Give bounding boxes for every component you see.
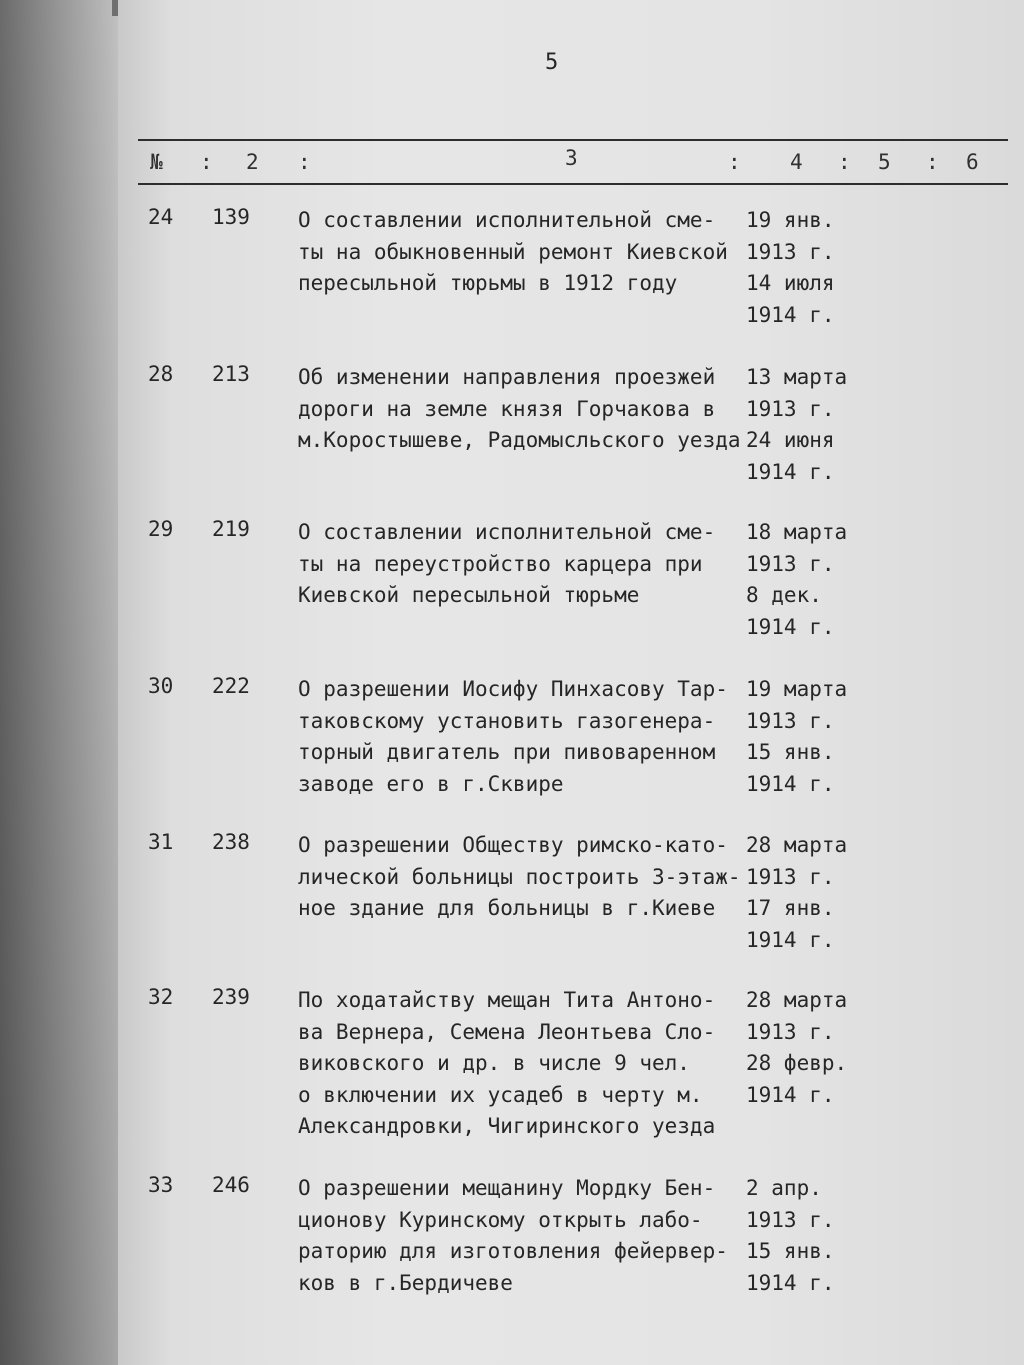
description-line: пересыльной тюрьмы в 1912 году	[298, 271, 678, 295]
row-description	[298, 517, 715, 612]
description-line: О разрешении Обществу римско-като-	[298, 833, 728, 857]
row-description	[298, 205, 728, 300]
start-year: 1913 г.	[746, 708, 835, 733]
file-number: 222	[212, 674, 250, 698]
row-description	[298, 674, 728, 800]
row-number: 33	[148, 1173, 174, 1197]
header-separator: :	[926, 150, 939, 174]
end-year: 1914 г.	[746, 1270, 835, 1295]
start-date: 2 апр.	[746, 1176, 822, 1200]
start-year: 1913 г.	[746, 1019, 835, 1044]
description-line: О составлении исполнительной сме-	[298, 208, 716, 232]
row-dates	[746, 362, 847, 488]
start-year: 1913 г.	[746, 396, 835, 421]
row-dates	[746, 517, 847, 643]
end-date: 17 янв.	[746, 896, 835, 920]
table-header-rule	[138, 183, 1008, 185]
start-year: 1913 г.	[746, 1207, 835, 1232]
header-separator: :	[728, 150, 741, 174]
row-dates	[746, 205, 835, 331]
file-number: 246	[212, 1173, 250, 1197]
description-line: лической больницы построить 3-этаж-	[298, 864, 741, 889]
file-number: 239	[212, 985, 250, 1009]
description-line: ное здание для больницы в г.Киеве	[298, 896, 716, 920]
row-description	[298, 1173, 728, 1299]
description-line: заводе его в г.Сквире	[298, 771, 564, 796]
header-separator: :	[298, 150, 311, 174]
start-date: 19 янв.	[746, 208, 835, 232]
description-line: Об изменении направления проезжей	[298, 365, 716, 389]
row-number: 29	[148, 517, 174, 541]
row-dates	[746, 1173, 835, 1299]
end-date: 8 дек.	[746, 583, 822, 607]
header-col-1: №	[150, 150, 163, 174]
description-line: о включении их усадеб в черту м.	[298, 1082, 703, 1107]
description-line: ты на переустройство карцера при	[298, 551, 703, 576]
description-line: таковскому установить газогенера-	[298, 708, 716, 733]
end-date: 14 июля	[746, 271, 835, 295]
page-number: 5	[545, 50, 559, 75]
file-number: 238	[212, 830, 250, 854]
start-date: 19 марта	[746, 677, 848, 701]
end-year: 1914 г.	[746, 927, 835, 952]
description-line: О разрешении мещанину Мордку Бен-	[298, 1176, 716, 1200]
header-separator: :	[200, 150, 213, 174]
description-line: Александровки, Чигиринского уезда	[298, 1114, 716, 1138]
start-date: 18 марта	[746, 520, 848, 544]
row-number: 28	[148, 362, 174, 386]
header-separator: :	[838, 150, 851, 174]
description-line: ты на обыкновенный ремонт Киевской	[298, 239, 728, 264]
description-line: раторию для изготовления фейервер-	[298, 1239, 728, 1263]
start-year: 1913 г.	[746, 551, 835, 576]
underlying-sheet	[0, 0, 120, 1365]
end-date: 24 июня	[746, 428, 835, 452]
row-dates	[746, 830, 847, 956]
file-number: 213	[212, 362, 250, 386]
header-col-3: 3	[565, 146, 578, 170]
description-line: По ходатайству мещан Тита Антоно-	[298, 988, 716, 1012]
row-dates	[746, 985, 847, 1111]
end-year: 1914 г.	[746, 614, 835, 639]
start-year: 1913 г.	[746, 864, 835, 889]
header-col-5: 5	[878, 150, 891, 174]
description-line: м.Коростышеве, Радомысльского уезда	[298, 428, 741, 452]
end-date: 15 янв.	[746, 1239, 835, 1263]
start-date: 28 марта	[746, 833, 848, 857]
description-line: ционову Куринскому открыть лабо-	[298, 1207, 703, 1232]
row-description	[298, 985, 715, 1143]
row-dates	[746, 674, 847, 800]
end-year: 1914 г.	[746, 302, 835, 327]
description-line: Киевской пересыльной тюрьме	[298, 583, 640, 607]
file-number: 219	[212, 517, 250, 541]
row-number: 30	[148, 674, 174, 698]
row-description	[298, 362, 741, 457]
header-col-6: 6	[966, 150, 979, 174]
start-date: 28 марта	[746, 988, 848, 1012]
end-year: 1914 г.	[746, 1082, 835, 1107]
description-line: ва Вернера, Семена Леонтьева Сло-	[298, 1019, 716, 1044]
row-number: 31	[148, 830, 174, 854]
description-line: О разрешении Иосифу Пинхасову Тар-	[298, 677, 728, 701]
row-number: 32	[148, 985, 174, 1009]
description-line: торный двигатель при пивоваренном	[298, 740, 716, 764]
end-year: 1914 г.	[746, 771, 835, 796]
end-year: 1914 г.	[746, 459, 835, 484]
end-date: 15 янв.	[746, 740, 835, 764]
description-line: ков в г.Бердичеве	[298, 1270, 513, 1295]
table-top-rule	[138, 139, 1008, 141]
description-line: дороги на земле князя Горчакова в	[298, 396, 716, 421]
start-date: 13 марта	[746, 365, 848, 389]
file-number: 139	[212, 205, 250, 229]
description-line: виковского и др. в числе 9 чел.	[298, 1051, 690, 1075]
row-number: 24	[148, 205, 174, 229]
row-description	[298, 830, 741, 925]
start-year: 1913 г.	[746, 239, 835, 264]
end-date: 28 февр.	[746, 1051, 848, 1075]
header-col-2: 2	[246, 150, 259, 174]
description-line: О составлении исполнительной сме-	[298, 520, 716, 544]
header-col-4: 4	[790, 150, 803, 174]
